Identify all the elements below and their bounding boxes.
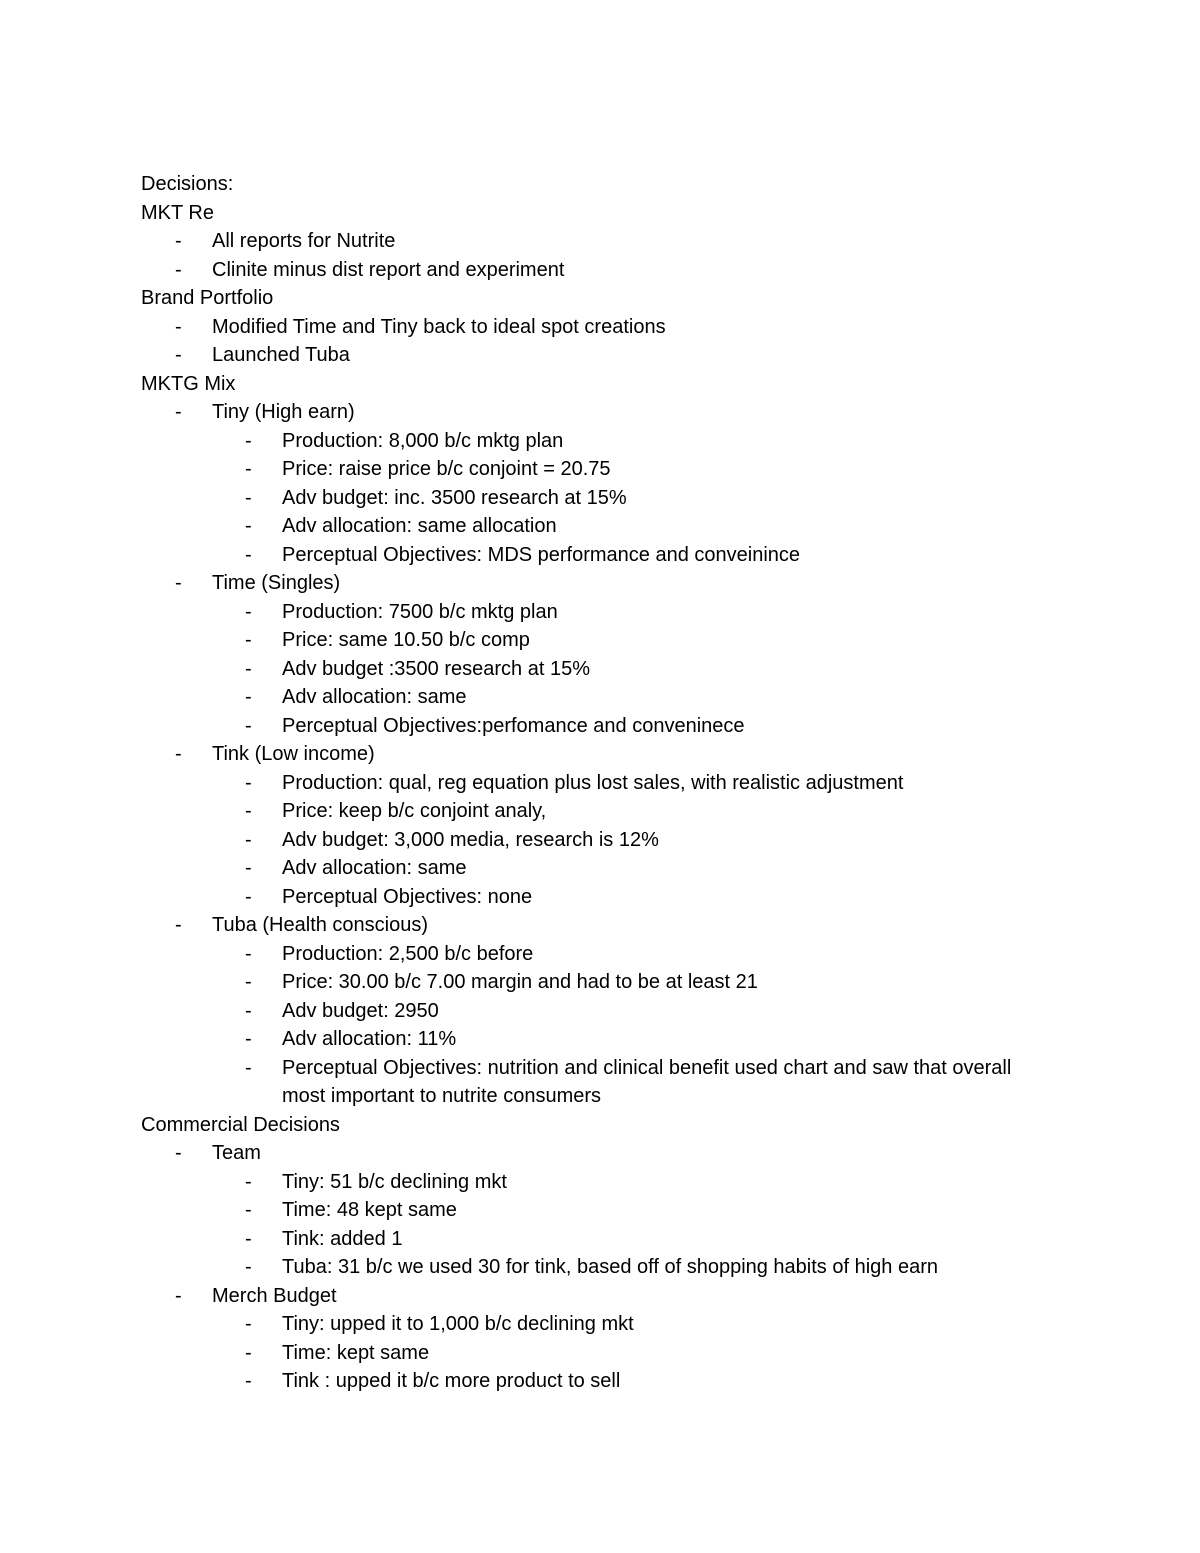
bullet-dash: - xyxy=(175,315,182,338)
sub-list-item: - Tiny: 51 b/c declining mkt xyxy=(141,1168,1041,1197)
heading-decisions: Decisions: xyxy=(141,173,234,195)
sub-list-item: - Price: 30.00 b/c 7.00 margin and had to be at least 21 xyxy=(141,968,1041,997)
bullet-dash: - xyxy=(245,515,252,537)
sub-list-item: - Time: kept same xyxy=(141,1339,1041,1368)
bullet-dash: - xyxy=(175,401,182,423)
list-item-tiny: - Tiny (High earn) xyxy=(141,398,1041,427)
sub-list-item: - Adv budget: 3,000 media, research is 12% xyxy=(141,826,1041,855)
bullet-dash: - xyxy=(245,600,252,623)
sub-list-item: - Perceptual Objectives: none xyxy=(141,883,1041,912)
sub-list-item: - Tink : upped it b/c more product to sell xyxy=(141,1367,1041,1396)
sub-list-item: - Production: 2,500 b/c before xyxy=(141,940,1041,969)
sub-list-item: - Tiny: upped it to 1,000 b/c declining mkt xyxy=(141,1310,1041,1339)
sub-list-item: - Tink: added 1 xyxy=(141,1225,1041,1254)
bullet-dash: - xyxy=(245,771,252,794)
sub-list-item: - Adv allocation: same xyxy=(141,683,1041,712)
list-item: - Modified Time and Tiny back to ideal spot creations xyxy=(141,313,1041,342)
sub-list-item: - Adv allocation: same allocation xyxy=(141,512,1041,541)
bullet-dash: - xyxy=(245,1256,252,1278)
sub-list-item: - Price: raise price b/c conjoint = 20.75 xyxy=(141,455,1041,484)
bullet-dash: - xyxy=(245,714,252,737)
bullet-dash: - xyxy=(245,1199,252,1221)
bullet-dash: - xyxy=(245,1028,252,1050)
bullet-dash: - xyxy=(245,1370,252,1392)
sub-list-item: - Tuba: 31 b/c we used 30 for tink, based off of shopping habits of high earn xyxy=(141,1253,1041,1282)
bullet-dash: - xyxy=(175,230,182,252)
bullet-dash: - xyxy=(245,885,252,908)
heading-mkt-re: MKT Re xyxy=(141,201,214,224)
bullet-dash: - xyxy=(175,344,182,366)
bullet-dash: - xyxy=(245,999,252,1022)
sub-list-item: - Production: 8,000 b/c mktg plan xyxy=(141,427,1041,456)
bullet-dash: - xyxy=(245,800,252,822)
sub-list-item: - Adv budget: inc. 3500 research at 15% xyxy=(141,484,1041,513)
bullet-dash: - xyxy=(175,1284,182,1307)
bullet-dash: - xyxy=(245,458,252,480)
bullet-dash: - xyxy=(175,743,182,765)
bullet-dash: - xyxy=(245,429,252,452)
sub-list-item: - Price: same 10.50 b/c comp xyxy=(141,626,1041,655)
sub-list-item: - Price: keep b/c conjoint analy, xyxy=(141,797,1041,826)
bullet-dash: - xyxy=(175,1142,182,1164)
bullet-dash: - xyxy=(175,914,182,936)
list-item: - Clinite minus dist report and experiment xyxy=(141,256,1041,285)
bullet-dash: - xyxy=(245,543,252,566)
list-item-tink: - Tink (Low income) xyxy=(141,740,1041,769)
list-item-merch-budget: - Merch Budget xyxy=(141,1282,1041,1311)
sub-list-item: - Adv allocation: same xyxy=(141,854,1041,883)
bullet-dash: - xyxy=(245,629,252,651)
sub-list-item: - Perceptual Objectives:perfomance and conveninece xyxy=(141,712,1041,741)
sub-list-item: - Production: 7500 b/c mktg plan xyxy=(141,598,1041,627)
sub-list-item: - Time: 48 kept same xyxy=(141,1196,1041,1225)
list-item: - All reports for Nutrite xyxy=(141,227,1041,256)
bullet-dash: - xyxy=(245,486,252,509)
bullet-dash: - xyxy=(175,258,182,281)
list-item-tuba: - Tuba (Health conscious) xyxy=(141,911,1041,940)
bullet-dash: - xyxy=(175,572,182,594)
bullet-dash: - xyxy=(245,657,252,680)
bullet-dash: - xyxy=(245,1056,252,1079)
sub-list-item: - Adv allocation: 11% xyxy=(141,1025,1041,1054)
sub-list-item: - Perceptual Objectives: MDS performance and conveinince xyxy=(141,541,1041,570)
bullet-dash: - xyxy=(245,1341,252,1364)
sub-list-item: - Production: qual, reg equation plus lost sales, with realistic adjustment xyxy=(141,769,1041,798)
document-body xyxy=(141,170,1041,1396)
list-item-time: - Time (Singles) xyxy=(141,569,1041,598)
bullet-dash: - xyxy=(245,857,252,879)
sub-list-item: - Perceptual Objectives: nutrition and clinical benefit used chart and saw that overall most important to nutrite consumers xyxy=(141,1054,1041,1111)
bullet-dash: - xyxy=(245,686,252,708)
heading-mktg-mix: MKTG Mix xyxy=(141,372,236,395)
heading-brand-portfolio: Brand Portfolio xyxy=(141,287,274,309)
sub-list-item: - Adv budget :3500 research at 15% xyxy=(141,655,1041,684)
heading-commercial-decisions: Commercial Decisions xyxy=(141,1113,340,1136)
sub-list-item: - Adv budget: 2950 xyxy=(141,997,1041,1026)
bullet-dash: - xyxy=(245,1170,252,1193)
bullet-dash: - xyxy=(245,1227,252,1250)
bullet-dash: - xyxy=(245,971,252,993)
list-item: - Launched Tuba xyxy=(141,341,1041,370)
bullet-dash: - xyxy=(245,942,252,965)
list-item-team: - Team xyxy=(141,1139,1041,1168)
bullet-dash: - xyxy=(245,1313,252,1335)
bullet-dash: - xyxy=(245,828,252,851)
